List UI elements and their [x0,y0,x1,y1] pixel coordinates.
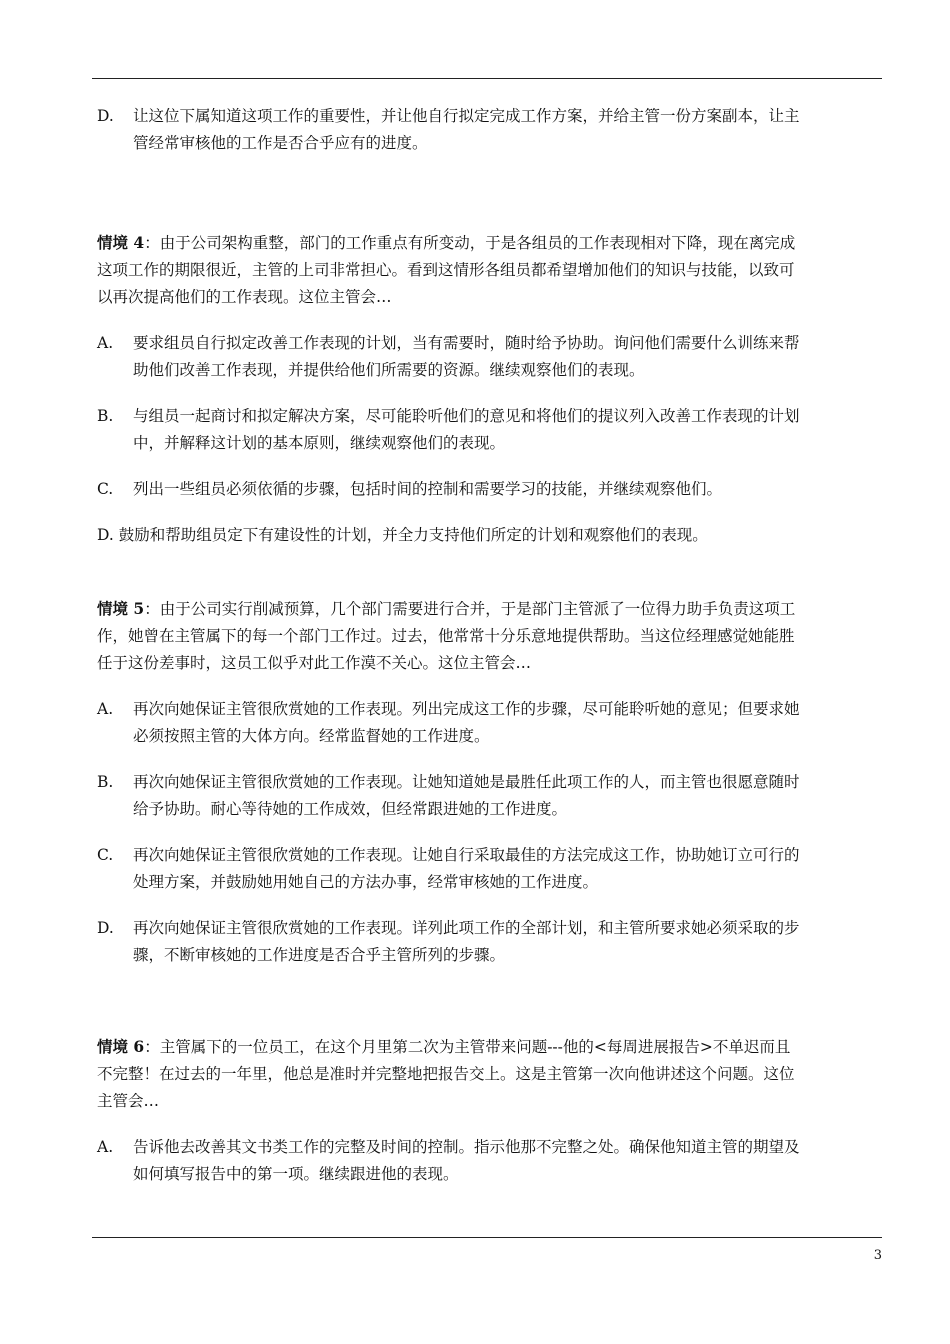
scenario-4-option-c [97,476,805,503]
scenario-label: 情境 4 [97,233,145,252]
page-number: 3 [873,1248,882,1263]
option-letter: C. [97,846,114,864]
option-letter: B. [97,407,114,425]
option-text: 再次向她保证主管很欣赏她的工作表现。让她自行采取最佳的方法完成这工作，协助她订立可行的处理方案，并鼓励她用她自己的方法办事，经常审核她的工作进度。 [133,846,800,891]
option-text: 再次向她保证主管很欣赏她的工作表现。详列此项工作的全部计划，和主管所要求她必须采取的步骤，不断审核她的工作进度是否合乎主管所列的步骤。 [133,919,800,964]
option-letter: D. [97,919,114,937]
option-letter: A. [97,700,114,718]
option-text: 与组员一起商讨和拟定解决方案，尽可能聆听他们的意见和将他们的提议列入改善工作表现的计划中，并解释这计划的基本原则，继续观察他们的表现。 [133,407,800,452]
header-rule [92,78,882,79]
scenario-text: ：由于公司架构重整，部门的工作重点有所变动，于是各组员的工作表现相对下降，现在离完成这项工作的期限很近，主管的上司非常担心。看到这情形各组员都希望增加他们的知识与技能，以致可以再次提高他们的工作表现。这位主管会… [97,234,796,306]
option-text: 列出一些组员必须依循的步骤，包括时间的控制和需要学习的技能，并继续观察他们。 [133,480,723,498]
option-letter: A. [97,334,114,352]
scenario-4 [97,229,805,311]
scenario-5-option-d [97,915,805,969]
scenario-5-option-c [97,842,805,896]
scenario-4-option-b [97,403,805,457]
scenario-5-option-b [97,769,805,823]
option-text: 告诉他去改善其文书类工作的完整及时间的控制。指示他那不完整之处。确保他知道主管的期望及如何填写报告中的第一项。继续跟进他的表现。 [133,1138,800,1183]
option-text: 鼓励和帮助组员定下有建设性的计划，并全力支持他们所定的计划和观察他们的表现。 [118,526,708,544]
scenario-text: ：主管属下的一位员工，在这个月里第二次为主管带来问题---他的<每周进展报告>不单迟而且不完整！在过去的一年里，他总是准时并完整地把报告交上。这是主管第一次向他讲述这个问题。这位主管会… [97,1038,795,1110]
scenario-label: 情境 5 [97,599,145,618]
scenario-text: ：由于公司实行削减预算，几个部门需要进行合并，于是部门主管派了一位得力助手负责这项工作，她曾在主管属下的每一个部门工作过。过去，他常常十分乐意地提供帮助。当这位经理感觉她能胜任于这份差事时，这员工似乎对此工作漠不关心。这位主管会… [97,600,796,672]
option-letter: C. [97,480,114,498]
option-d-previous [97,103,805,157]
option-letter: A. [97,1138,114,1156]
scenario-5-option-a [97,696,805,750]
option-text: 再次向她保证主管很欣赏她的工作表现。让她知道她是最胜任此项工作的人，而主管也很愿意随时给予协助。耐心等待她的工作成效，但经常跟进她的工作进度。 [133,773,800,818]
option-letter: D. [97,526,114,544]
option-letter: D. [97,107,114,125]
footer-rule [92,1237,882,1238]
scenario-4-option-a [97,330,805,384]
scenario-6-option-a [97,1134,805,1188]
document-body [97,103,805,1188]
option-text: 要求组员自行拟定改善工作表现的计划，当有需要时，随时给予协助。询问他们需要什么训练来帮助他们改善工作表现，并提供给他们所需要的资源。继续观察他们的表现。 [133,334,800,379]
scenario-6 [97,1033,805,1115]
scenario-5 [97,595,805,677]
scenario-label: 情境 6 [97,1037,145,1056]
option-text: 再次向她保证主管很欣赏她的工作表现。列出完成这工作的步骤，尽可能聆听她的意见；但要求她必须按照主管的大体方向。经常监督她的工作进度。 [133,700,800,745]
option-letter: B. [97,773,114,791]
scenario-4-option-d [97,522,805,549]
option-text: 让这位下属知道这项工作的重要性，并让他自行拟定完成工作方案，并给主管一份方案副本，让主管经常审核他的工作是否合乎应有的进度。 [133,107,800,152]
